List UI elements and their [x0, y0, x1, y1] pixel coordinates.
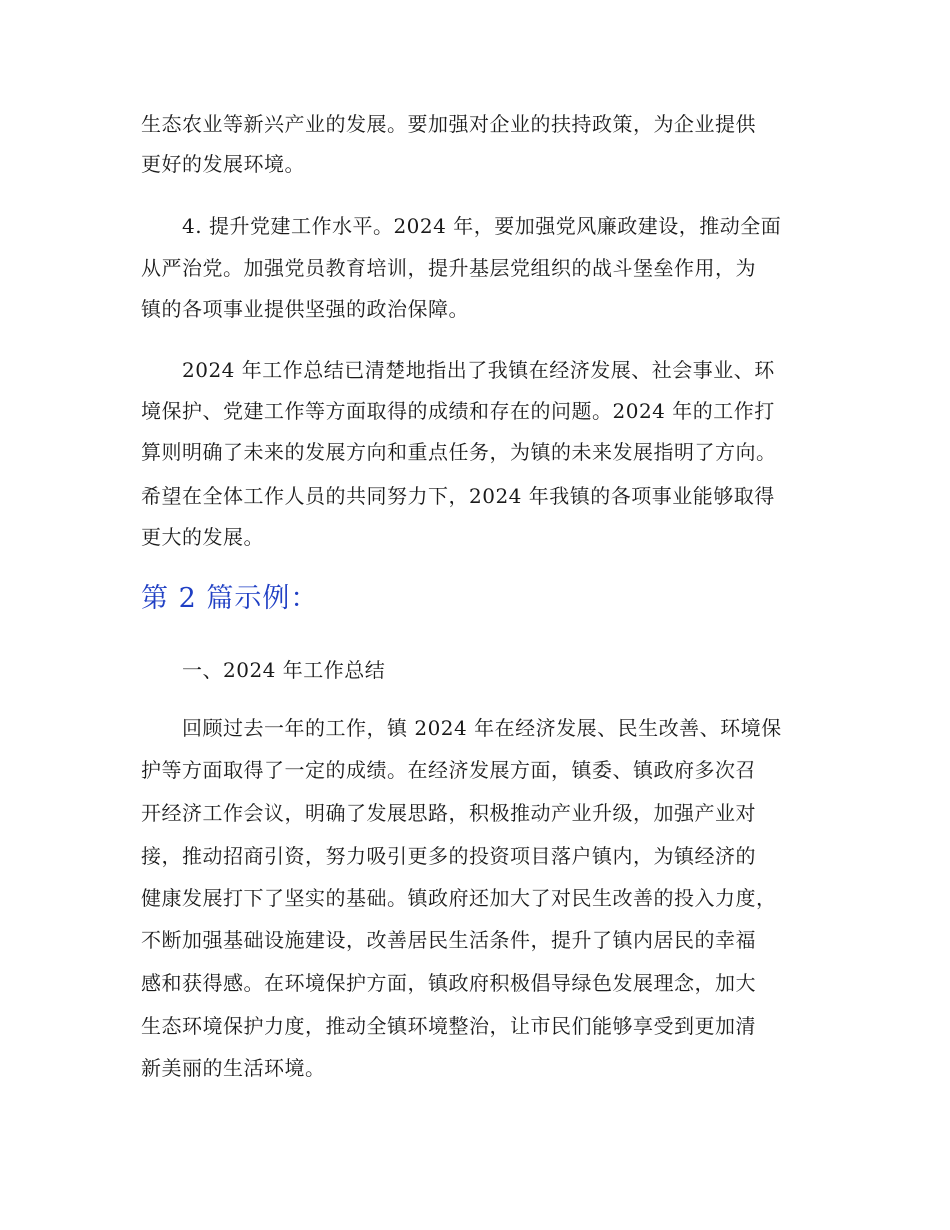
paragraph-line: 生态环境保护力度，推动全镇环境整治，让市民们能够享受到更加清: [141, 1014, 756, 1038]
paragraph-line: 更大的发展。: [141, 525, 264, 549]
section-heading: 第 2 篇示例：: [141, 583, 319, 614]
paragraph-line: 感和获得感。在环境保护方面，镇政府积极倡导绿色发展理念，加大: [141, 971, 756, 995]
paragraph-line: 算则明确了未来的发展方向和重点任务，为镇的未来发展指明了方向。: [141, 440, 777, 464]
paragraph-line: 接，推动招商引资，努力吸引更多的投资项目落户镇内，为镇经济的: [141, 844, 756, 868]
paragraph-line: 开经济工作会议，明确了发展思路，积极推动产业升级，加强产业对: [141, 801, 756, 825]
paragraph-line: 从严治党。加强党员教育培训，提升基层党组织的战斗堡垒作用，为: [141, 256, 756, 280]
subsection-title: 一、2024 年工作总结: [182, 658, 386, 682]
paragraph-line: 2024 年工作总结已清楚地指出了我镇在经济发展、社会事业、环: [182, 358, 775, 382]
paragraph-line: 不断加强基础设施建设，改善居民生活条件，提升了镇内居民的幸福: [141, 928, 756, 952]
paragraph-line: 更好的发展环境。: [141, 152, 305, 176]
paragraph-line: 新美丽的生活环境。: [141, 1056, 326, 1080]
paragraph-line: 护等方面取得了一定的成绩。在经济发展方面，镇委、镇政府多次召: [141, 758, 756, 782]
paragraph-line: 镇的各项事业提供坚强的政治保障。: [141, 297, 469, 321]
paragraph-line: 希望在全体工作人员的共同努力下，2024 年我镇的各项事业能够取得: [141, 484, 775, 508]
paragraph-line: 回顾过去一年的工作，镇 2024 年在经济发展、民生改善、环境保: [182, 716, 782, 740]
paragraph-line: 4. 提升党建工作水平。2024 年，要加强党风廉政建设，推动全面: [182, 214, 782, 238]
paragraph-line: 境保护、党建工作等方面取得的成绩和存在的问题。2024 年的工作打: [141, 399, 775, 423]
paragraph-line: 生态农业等新兴产业的发展。要加强对企业的扶持政策，为企业提供: [141, 112, 756, 136]
paragraph-line: 健康发展打下了坚实的基础。镇政府还加大了对民生改善的投入力度，: [141, 886, 777, 910]
